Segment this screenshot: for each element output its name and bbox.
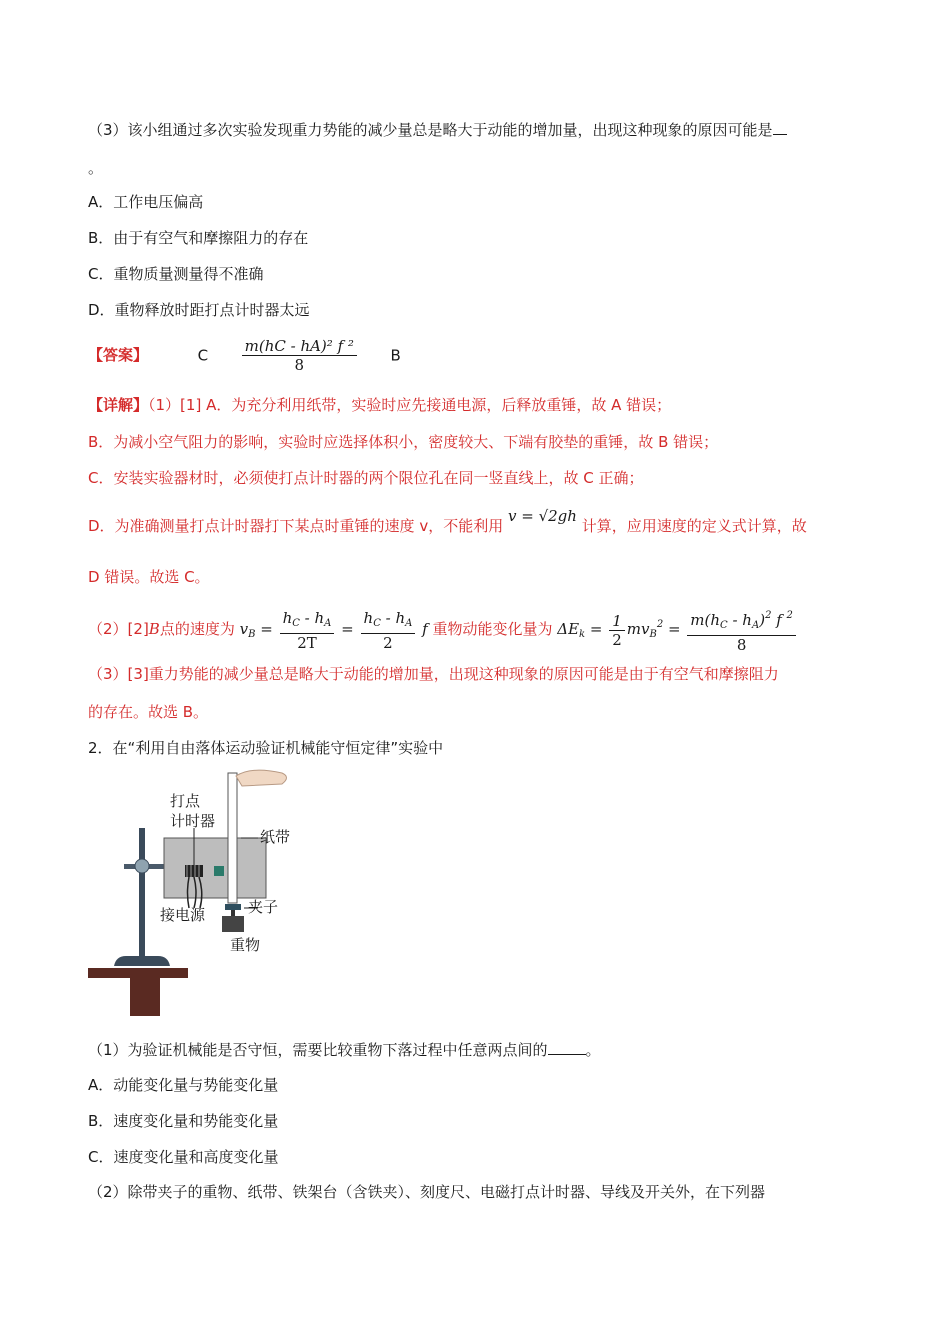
q2-sub2: （2）除带夹子的重物、纸带、铁架台（含铁夹）、刻度尺、电磁打点计时器、导线及开关外，在下列器	[88, 1183, 766, 1201]
answer-row	[88, 337, 401, 374]
weight-block	[222, 916, 244, 932]
clamp-knob	[135, 859, 149, 873]
label-power: 接电源	[160, 906, 206, 924]
detail-text-4a: D．为准确测量打点计时器打下某点时重锤的速度 v，不能利用	[88, 517, 504, 535]
answer-2-denominator: 8	[294, 356, 305, 374]
stand-rod	[139, 828, 145, 960]
answer-blank-2	[548, 1040, 586, 1055]
q3-option-d: D．重物释放时距打点计时器太远	[88, 301, 310, 319]
label-tape: 纸带	[260, 828, 291, 846]
detail-line-1	[88, 395, 671, 415]
q3-end: 。	[88, 159, 104, 177]
q2-option-a: A．动能变化量与势能变化量	[88, 1076, 279, 1094]
free-fall-velocity-formula: v = √2gh	[507, 507, 577, 525]
answer-1: C	[197, 346, 209, 365]
timer-pin	[214, 866, 224, 876]
answer-2-fraction	[242, 337, 357, 374]
detail-line-7: （3）[3]重力势能的减少量总是略大于动能的增加量，出现这种现象的原因可能是由于有空气和摩擦阻力	[88, 665, 779, 683]
detail-line-4	[88, 507, 807, 536]
detail-text-6d: 重物动能变化量为	[432, 620, 553, 638]
q3-stem: （3）该小组通过多次实验发现重力势能的减少量总是略大于动能的增加量，出现这种现象的原因可能是	[88, 121, 773, 139]
detail-text-1: （1）[1] A．为充分利用纸带，实验时应先接通电源，后释放重锤，故 A 错误；	[148, 396, 672, 414]
answer-3: B	[390, 346, 401, 365]
kinetic-energy-formula: $\Delta E_k$ = $\frac{1}{2}$ $mv_B^2$ = $\frac{m(h_C - h_A)^2 f ^2}{8}$	[557, 620, 798, 638]
answer-label: 【答案】	[88, 346, 149, 364]
q2-option-c: C．速度变化量和高度变化量	[88, 1148, 279, 1166]
apparatus-figure	[86, 768, 316, 1018]
label-timer-line-2: 计时器	[170, 812, 216, 830]
timer-coil	[185, 865, 203, 877]
q2-option-b: B．速度变化量和势能变化量	[88, 1112, 279, 1130]
detail-line-6	[88, 606, 798, 654]
hand-illustration	[236, 770, 287, 786]
q2-sub1	[88, 1040, 601, 1060]
detail-line-2: B．为减小空气阻力的影响，实验时应选择体积小，密度较大、下端有胶垫的重锤，故 B 错误；	[88, 433, 719, 451]
answer-2-numerator: m(hC - hA)² f ²	[242, 337, 357, 356]
point-b-label: B	[148, 620, 160, 638]
answer-blank	[773, 120, 787, 135]
q3-option-c: C．重物质量测量得不准确	[88, 265, 264, 283]
detail-text-6c: 点的速度为	[159, 620, 235, 638]
velocity-formula: $v_B$ = $\frac{h_C - h_A}{2T}$ = $\frac{h_C - h_A}{2}$ f	[239, 608, 433, 652]
label-timer-line-1: 打点	[170, 792, 201, 810]
q2-sub1-text: （1）为验证机械能是否守恒，需要比较重物下落过程中任意两点间的	[88, 1041, 548, 1059]
label-clip: 夹子	[248, 898, 279, 916]
paper-tape	[228, 773, 237, 903]
clip	[225, 904, 241, 910]
detail-label: 【详解】	[88, 396, 149, 414]
detail-line-3: C．安装实验器材时，必须使打点计时器的两个限位孔在同一竖直线上，故 C 正确；	[88, 469, 644, 487]
detail-line-8: 的存在。故选 B。	[88, 703, 209, 721]
q3-option-b: B．由于有空气和摩擦阻力的存在	[88, 229, 309, 247]
table-top	[88, 968, 188, 978]
detail-line-5: D 错误。故选 C。	[88, 568, 210, 586]
table-leg	[130, 978, 160, 1016]
q2-title: 2．在“利用自由落体运动验证机械能守恒定律”实验中	[88, 739, 444, 757]
detail-text-6a: （2）[2]	[88, 620, 149, 638]
detail-text-4b: 计算，应用速度的定义式计算，故	[581, 517, 807, 535]
q3-text	[88, 120, 787, 140]
q2-sub1-end: 。	[585, 1041, 601, 1059]
label-weight: 重物	[230, 936, 261, 954]
q3-option-a: A．工作电压偏高	[88, 193, 204, 211]
